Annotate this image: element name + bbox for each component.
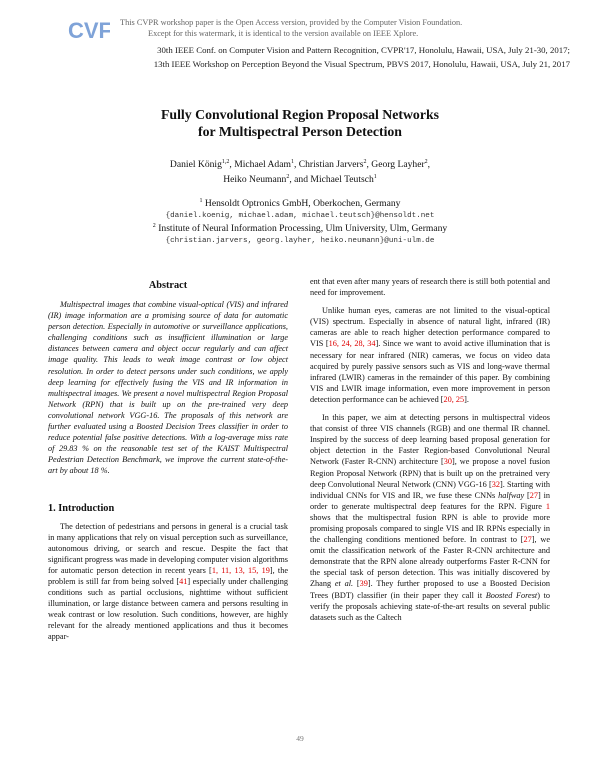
introduction-heading: 1. Introduction: [48, 502, 115, 514]
citation: 32: [491, 479, 500, 489]
intro-paragraph-continued: ent that even after many years of research there is still both potential and need for improvement.: [310, 277, 550, 298]
affil-name: Hensoldt Optronics GmbH, Oberkochen, Germany: [204, 198, 401, 209]
author-affil-sup: 2: [363, 158, 367, 165]
title-line-1: Fully Convolutional Region Proposal Networks: [160, 107, 439, 122]
affil-number: 1: [199, 197, 203, 204]
author-affil-sup: 2: [286, 173, 290, 180]
author-name: Heiko Neumann: [223, 174, 287, 185]
intro-paragraph-3: In this paper, we aim at detecting persons in multispectral videos that consist of three VIS channels (RGB) and one thermal IR channel. Inspired by the success of deep learning based proposal generation for object detection in the Faster Region-based Convolutional Neural Network (Faster R-CNN) architecture [30], we propose a novel fusion Region Proposal Network (RPN) that is built up on the pretrained very deep Convolutional Neural Network (CNN) VGG-16 [32]. Starting with individual CNNs for VIS and IR, we fuse these CNNs halfway [27] in order to generate multispectral deep features for the RPN. Figure 1 shows that the multispectral fusion RPN is able to provide more promising proposals compared to single VIS and IR RPNs especially in the challenging conditions mentioned before. In contrast to [27], we omit the classification network of the Faster R-CNN architecture and demonstrate that the RPN alone already outperforms Faster R-CNN for the special task of person detection. This was initially discovered by Zhang et al. [39]. They further proposed to use a Boosted Decision Trees (BDT) classifier (in their paper they call it Boosted Forest) to verify the proposals achieving state-of-the-art results on several public datasets such as the Caltech: [310, 413, 551, 622]
author-name: Michael Teutsch: [310, 174, 374, 185]
paper-title: [60, 106, 540, 140]
abstract-text: [48, 299, 288, 477]
author-name: Daniel König: [169, 159, 222, 170]
citation: 27: [529, 490, 539, 500]
author-name: Georg Layher: [371, 159, 425, 170]
right-column-text: [310, 276, 550, 623]
citation: 16, 24, 28, 34: [328, 339, 376, 349]
citation: 41: [179, 576, 188, 586]
cvf-logo: [66, 16, 110, 44]
cvf-logo-text: CVF: [68, 18, 110, 43]
open-access-notice: [120, 17, 540, 39]
affil-email: {daniel.koenig, michael.adam, michael.teutsch}@hensoldt.net: [165, 212, 435, 220]
affil-number: 2: [152, 222, 156, 229]
left-column: [48, 280, 288, 643]
author-affil-sup: 2: [424, 158, 428, 165]
cvf-logo-graphic: [66, 16, 110, 44]
citation: 39: [359, 579, 368, 589]
affiliation-1: [80, 198, 520, 209]
affil-email: {christian.jarvers, georg.layher, heiko.neumann}@uni-ulm.de: [165, 237, 435, 245]
author-list: Daniel König$^{1,2}$, Michael Adam$^1$, Christian Jarvers$^2$, Georg Layher$^2$, Heiko Neumann$^2$, and Michael Teutsch$^1$: [169, 158, 431, 185]
abstract-heading: Abstract: [148, 280, 188, 291]
title-line-2: for Multispectral Person Detection: [198, 124, 402, 139]
conference-line-1: 30th IEEE Conf. on Computer Vision and Pattern Recognition, CVPR'17, Honolulu, Hawaii, USA, July 21-30, 2017;: [157, 45, 570, 55]
notice-line-2: Except for this watermark, it is identical to the version available on IEEE Xplore.: [148, 29, 419, 38]
intro-paragraph-2: Unlike human eyes, cameras are not limited to the visual-optical (VIS) spectrum. Especially in absence of natural light, infrared (IR) cameras are able to reach higher detection performance compared to VIS [16, 24, 28, 34]. Since we want to avoid active illumination that is necessary for near infrared (NIR) cameras, we focus on video data acquired by purely passive sensors such as VIS and long-wave thermal infrared (LWIR) cameras in the remainder of this paper. By combining VIS and LWIR image information, even more improvement in person detection performance can be achieved [20, 25].: [310, 306, 550, 404]
author-name: Christian Jarvers: [298, 159, 364, 170]
introduction-text: [48, 521, 288, 643]
author-affil-sup: 1: [290, 158, 294, 165]
author-name: Michael Adam: [234, 159, 291, 170]
notice-line-1: This CVPR workshop paper is the Open Access version, provided by the Computer Vision Foundation.: [120, 18, 463, 27]
figure-reference: 1: [545, 501, 550, 511]
affil-name: Institute of Neural Information Processing, Ulm University, Ulm, Germany: [158, 223, 448, 234]
author-affil-sup: 1,2: [221, 158, 230, 165]
right-column: [310, 276, 550, 623]
affiliations: [80, 198, 520, 245]
page-number: 49: [296, 734, 304, 743]
citation: 30: [443, 457, 452, 467]
abstract-paragraph: Multispectral images that combine visual-optical (VIS) and infrared (IR) image information are a promising source of data for automatic person detection. Especially in automotive or surveillance applications, challenging conditions such as insufficient illumination or large distances between camera and object occur regularly and can affect image quality. This leads to weak image contrast or low object resolution. In order to detect persons under such conditions, we apply deep learning for effectively fusing the VIS and IR information in multispectral images. We present a novel multispectral Region Proposal Network (RPN) that is built up on the pre-trained very deep convolutional network VGG-16. The proposals of this network are further evaluated using a Boosted Decision Trees classifier in order to reduce potential false positive detections. With a log-average miss rate of 29.83 % on the reasonable test set of the KAIST Multispectral Pedestrian Detection Benchmark, we improve the current state-of-the-art by about 18 %.: [48, 300, 288, 476]
author-affil-sup: 1: [373, 173, 377, 180]
citation: 20, 25: [443, 394, 465, 404]
conference-line-2: 13th IEEE Workshop on Perception Beyond the Visual Spectrum, PBVS 2017, Honolulu, Hawaii, USA, July 21, 2017: [153, 58, 570, 69]
citation: 1, 11, 13, 15, 19: [211, 565, 270, 575]
citation: 27: [523, 535, 532, 545]
intro-paragraph-1: The detection of pedestrians and persons in general is a crucial task in many applications that rely on visual perception such as surveillance, autonomous driving, or search and rescue. Despite the fact that significant progress was made in developing computer vision algorithms for automatic person detection in recent years [1, 11, 13, 15, 19], the problem is still far from being solved [41] especially under challenging conditions such as partial occlusions, nighttime without sufficient illumination, or large distance between camera and persons resulting in weak contrast or low resolution. Such conditions, however, are highly relevant for the already mentioned applications and thus it becomes appar-: [48, 521, 288, 642]
affiliation-2: [80, 223, 520, 234]
conference-info: [30, 44, 570, 71]
